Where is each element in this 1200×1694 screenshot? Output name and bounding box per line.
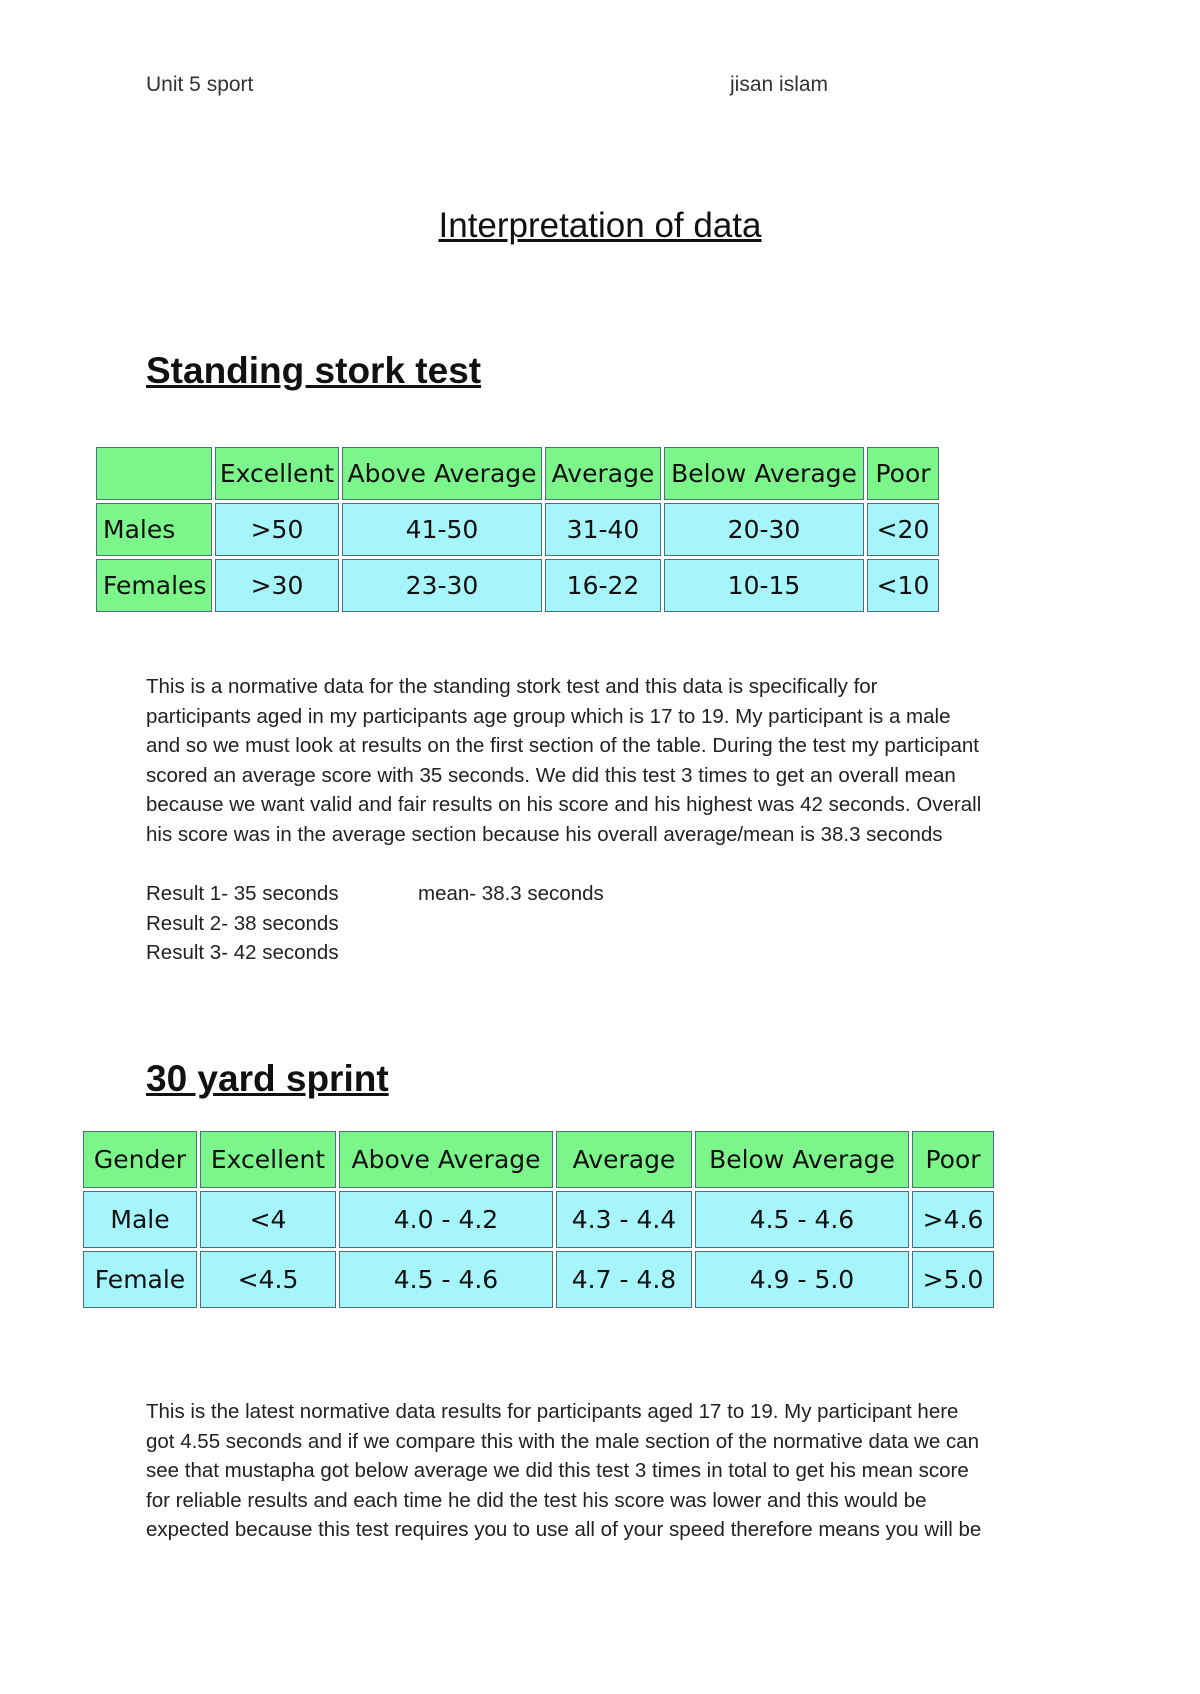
row-label: Males [96,503,212,556]
table-header-cell: Above Average [339,1131,553,1188]
row-label: Females [96,559,212,612]
table-header-cell: Poor [867,447,939,500]
paragraph-line: for reliable results and each time he did the test his score was lower and this would be [146,1488,927,1512]
table-header-cell [96,447,212,500]
table-header-cell: Gender [83,1131,197,1188]
paragraph-line: scored an average score with 35 seconds. We did this test 3 times to get an overall mean [146,763,956,787]
table-cell: 41-50 [342,503,542,556]
table-header-cell: Excellent [200,1131,336,1188]
row-label: Female [83,1251,197,1308]
paragraph-line: got 4.55 seconds and if we compare this with the male section of the normative data we can [146,1429,979,1453]
paragraph-line: and so we must look at results on the first section of the table. During the test my participant [146,734,979,758]
table-cell: <20 [867,503,939,556]
table-header-row [83,1131,994,1188]
table-cell: 4.0 - 4.2 [339,1191,553,1248]
result-line: Result 2- 38 seconds [146,911,339,935]
table-header-row [96,447,939,500]
table-cell: 4.3 - 4.4 [556,1191,692,1248]
table-header-cell: Above Average [342,447,542,500]
table-cell: 4.9 - 5.0 [695,1251,909,1308]
table-cell: <4 [200,1191,336,1248]
paragraph-line: his score was in the average section because his overall average/mean is 38.3 seconds [146,822,943,846]
paragraph-line: expected because this test requires you to use all of your speed therefore means you will be [146,1518,982,1542]
result-line: Result 3- 42 seconds [146,941,339,965]
paragraph-line: because we want valid and fair results on his score and his highest was 42 seconds. Overall [146,793,982,817]
table-cell: 10-15 [664,559,864,612]
page-title: Interpretation of data [438,206,762,245]
table-cell: 20-30 [664,503,864,556]
paragraph-line: This is a normative data for the standing stork test and this data is specifically for [146,675,878,698]
result-line: Result 1- 35 seconds [146,882,339,905]
table-cell: <10 [867,559,939,612]
stork-norm-table [93,444,942,615]
table-cell: 16-22 [545,559,661,612]
stork-mean: mean- 38.3 seconds [418,882,604,905]
table-cell: <4.5 [200,1251,336,1308]
table-cell: 23-30 [342,559,542,612]
table-header-cell: Excellent [215,447,339,500]
table-header-cell: Poor [912,1131,994,1188]
row-label: Male [83,1191,197,1248]
paragraph-line: participants aged in my participants age group which is 17 to 19. My participant is a male [146,704,951,728]
table-header-cell: Average [545,447,661,500]
table-row [96,559,939,612]
header-author: jisan islam [730,73,829,96]
sprint-norm-table [80,1128,997,1311]
paragraph-line: This is the latest normative data results for participants aged 17 to 19. My participant here [146,1400,959,1423]
table-cell: >5.0 [912,1251,994,1308]
table-row [96,503,939,556]
table-cell: >30 [215,559,339,612]
stork-paragraph [146,672,1106,850]
paragraph-line: see that mustapha got below average we did this test 3 times in total to get his mean score [146,1459,969,1483]
table-header-cell: Below Average [664,447,864,500]
table-cell: >4.6 [912,1191,994,1248]
stork-results [146,879,339,968]
table-cell: 4.5 - 4.6 [339,1251,553,1308]
table-header-cell: Below Average [695,1131,909,1188]
table-row [83,1191,994,1248]
table-cell: 31-40 [545,503,661,556]
table-header-cell: Average [556,1131,692,1188]
header-unit: Unit 5 sport [146,73,254,96]
table-cell: 4.7 - 4.8 [556,1251,692,1308]
sprint-heading: 30 yard sprint [146,1058,389,1099]
table-row [83,1251,994,1308]
table-cell: >50 [215,503,339,556]
table-cell: 4.5 - 4.6 [695,1191,909,1248]
stork-heading: Standing stork test [146,350,482,391]
sprint-paragraph [146,1397,1106,1545]
